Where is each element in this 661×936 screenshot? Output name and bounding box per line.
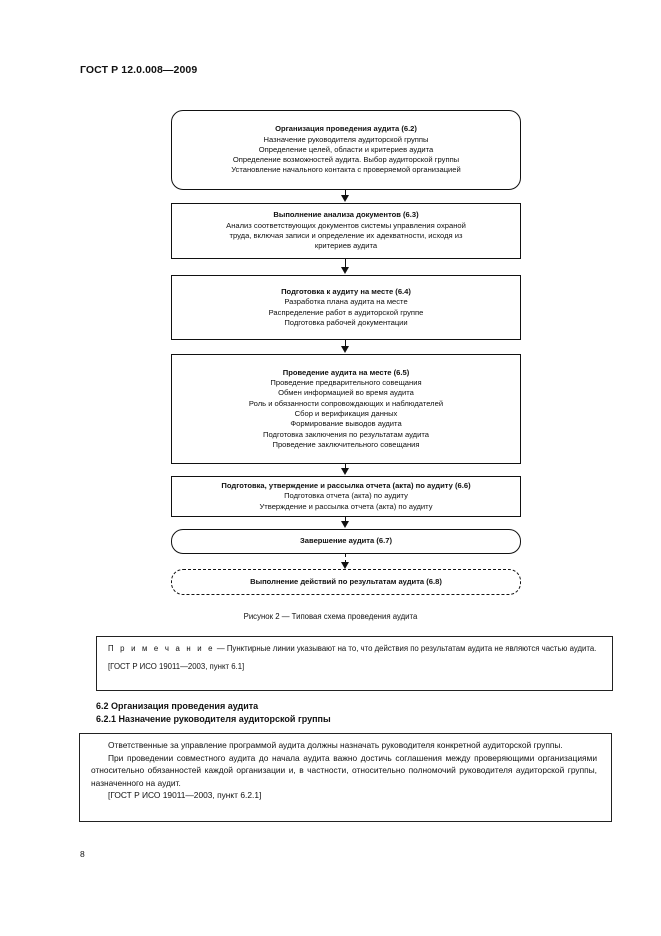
flow-box-title: Организация проведения аудита (6.2)	[275, 124, 417, 134]
flow-box-completion	[171, 529, 521, 554]
note-text	[108, 643, 606, 654]
quote-paragraph: При проведении совместного аудита до начала аудита важно достичь соглашения между проверяющими организациями относительно обязанностей каждой организации и, в частности, относительно полномочий руководителя аудиторской группы, назначенного на аудит.	[91, 752, 597, 788]
flow-box-document-review	[171, 203, 521, 259]
arrow-down-icon	[341, 195, 349, 202]
arrow-down-icon	[341, 468, 349, 475]
flow-box-line: Назначение руководителя аудиторской группы	[263, 134, 429, 144]
document-header: ГОСТ Р 12.0.008—2009	[80, 64, 198, 76]
flow-box-line: Подготовка отчета (акта) по аудиту	[284, 491, 408, 501]
flow-box-line: Определение целей, области и критериев аудита	[258, 144, 434, 154]
figure-caption: Рисунок 2 — Типовая схема проведения аудита	[243, 612, 418, 621]
flow-box-onsite-audit	[171, 354, 521, 464]
flow-box-line: Установление начального контакта с проверяемой организацией	[231, 165, 461, 175]
flow-box-follow-up	[171, 569, 521, 595]
flow-box-report	[171, 476, 521, 517]
flow-box-line: труда, включая записи и определение их адекватности, исходя из	[229, 231, 463, 240]
flow-box-title: Выполнение действий по результатам аудита (6.8)	[250, 576, 442, 586]
arrow-down-icon	[341, 562, 349, 569]
flow-box-line: Проведение заключительного совещания	[272, 439, 420, 449]
note-body: — Пунктирные линии указывают на то, что действия по результатам аудита не являются частью аудита.	[214, 644, 597, 653]
arrow-down-icon	[341, 267, 349, 274]
arrow-down-icon	[341, 521, 349, 528]
flow-box-onsite-preparation	[171, 275, 521, 340]
flow-box-line: Подготовка заключения по результатам аудита	[263, 429, 429, 439]
flow-box-line: Определение возможностей аудита. Выбор аудиторской группы	[232, 155, 460, 165]
flow-box-line: Роль и обязанности сопровождающих и наблюдателей	[248, 398, 444, 408]
note-box	[96, 636, 613, 691]
quote-paragraph: Ответственные за управление программой аудита должны назначать руководителя конкретной аудиторской группы.	[108, 740, 563, 750]
flow-box-line: Анализ соответствующих документов системы управления охраной	[226, 220, 466, 230]
flow-box-line: Распределение работ в аудиторской группе	[268, 307, 424, 317]
section-heading-6-2-1: 6.2.1 Назначение руководителя аудиторской группы	[96, 714, 331, 724]
flow-box-title: Подготовка к аудиту на месте (6.4)	[281, 286, 411, 296]
arrow-down-icon	[341, 346, 349, 353]
note-reference: [ГОСТ Р ИСО 19011—2003, пункт 6.1]	[108, 662, 245, 671]
page-number: 8	[80, 849, 85, 859]
flow-box-line: Утверждение и рассылка отчета (акта) по аудиту	[259, 501, 433, 511]
flow-box-line: критериев аудита	[314, 241, 378, 251]
flow-box-line: Сбор и верификация данных	[294, 409, 398, 418]
flow-box-line: Обмен информацией во время аудита	[278, 388, 414, 398]
flow-box-title: Подготовка, утверждение и рассылка отчета (акта) по аудиту (6.6)	[221, 481, 471, 491]
note-label: П р и м е ч а н и е	[108, 644, 215, 653]
flow-box-title: Завершение аудита (6.7)	[300, 536, 392, 546]
flow-box-organization	[171, 110, 521, 190]
flow-box-line: Проведение предварительного совещания	[270, 378, 422, 388]
flow-box-line: Подготовка рабочей документации	[284, 317, 408, 327]
quote-reference: [ГОСТ Р ИСО 19011—2003, пункт 6.2.1]	[108, 790, 262, 801]
section-heading-6-2: 6.2 Организация проведения аудита	[96, 701, 259, 711]
flow-box-line: Формирование выводов аудита	[290, 419, 402, 429]
quoted-requirement-box	[79, 733, 612, 822]
flow-box-line: Разработка плана аудита на месте	[284, 297, 408, 307]
flow-box-title: Выполнение анализа документов (6.3)	[273, 210, 419, 220]
flow-box-title: Проведение аудита на месте (6.5)	[282, 367, 410, 377]
